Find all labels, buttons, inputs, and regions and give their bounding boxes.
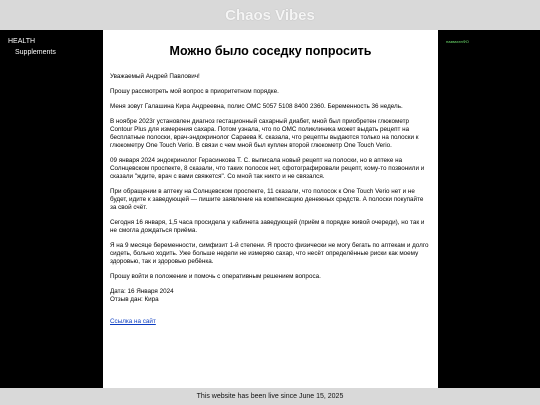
- site-header: [0, 0, 540, 30]
- right-panel-tag: назвахэпФО: [446, 39, 469, 44]
- site-title[interactable]: Chaos Vibes: [225, 6, 315, 24]
- main-content: [103, 30, 438, 388]
- page-title: Можно было соседку попросить: [169, 44, 372, 58]
- letter-paragraph: Сегодня 16 января, 1,5 часа просидела у кабинета заведующей (приём в порядке живой очереди), но так и не смогла дождаться приёма.: [110, 218, 425, 234]
- site-footer: [0, 388, 540, 405]
- letter-paragraph: Меня зовут Галашина Кира Андреевна, полис ОМС 5057 5108 8400 2360. Беременность 36 недель.: [110, 102, 403, 110]
- letter-paragraph: В ноябре 2023г установлен диагноз гестационный сахарный диабет, мной был приобретен глюкометр Contour Plus для измерения сахара. Потом узнала, что по ОМС поликлиника может выдать рецепт на бесплатные полоски, врач-эндокринолог Сараева К. сказала, что рецепты выдаются только на полоски к глюкометру One Touch Verio. В связи с чем мной был куплен второй глюкометр One Touch Verio.: [110, 117, 419, 149]
- footer-text: This website has been live since June 15, 2025: [196, 393, 344, 400]
- letter-paragraph: 09 января 2024 эндокринолог Герасинкова Т. С. выписала новый рецепт на полоски, но в аптеке на Солнцевском проспекте, 8 сказали, что таких полосок нет, сфотографировали рецепт, кому-то позвонили и сказали "ждите, врач с вами свяжется". Со мной так никто и не связался.: [110, 156, 425, 180]
- review-author: Отзыв дан: Кира: [110, 295, 159, 303]
- letter-paragraph: Прошу войти в положение и помочь с оперативным решением вопроса.: [110, 272, 321, 280]
- sidebar-item-supplements[interactable]: Supplements: [15, 49, 56, 56]
- letter-paragraph: Я на 9 месяце беременности, симфизит 1-й степени. Я просто физически не могу бегать по аптекам и долго сидеть, больно ходить. Уже больше недели не измеряю сахар, что несёт определённые риски как моему здоровью, так и здоровью ребёнка.: [110, 241, 429, 265]
- right-panel: [438, 30, 540, 388]
- site-link[interactable]: Ссылка на сайт: [110, 317, 156, 325]
- review-meta: [110, 288, 431, 304]
- letter-paragraph: При обращении в аптеку на Солнцевском проспекте, 11 сказали, что полосок к One Touch Verio нет и не будет, идите к заведующей — пишите заявление на компенсацию денежных средств. А полоски покупайте за свой счёт.: [110, 187, 424, 211]
- sidebar-item-health[interactable]: HEALTH: [8, 38, 36, 45]
- sidebar: [0, 30, 103, 388]
- letter-paragraph: Прошу рассмотреть мой вопрос в приоритетном порядке.: [110, 87, 279, 95]
- review-date: Дата: 16 Января 2024: [110, 287, 174, 295]
- letter-paragraph: Уважаемый Андрей Павлович!: [110, 73, 200, 80]
